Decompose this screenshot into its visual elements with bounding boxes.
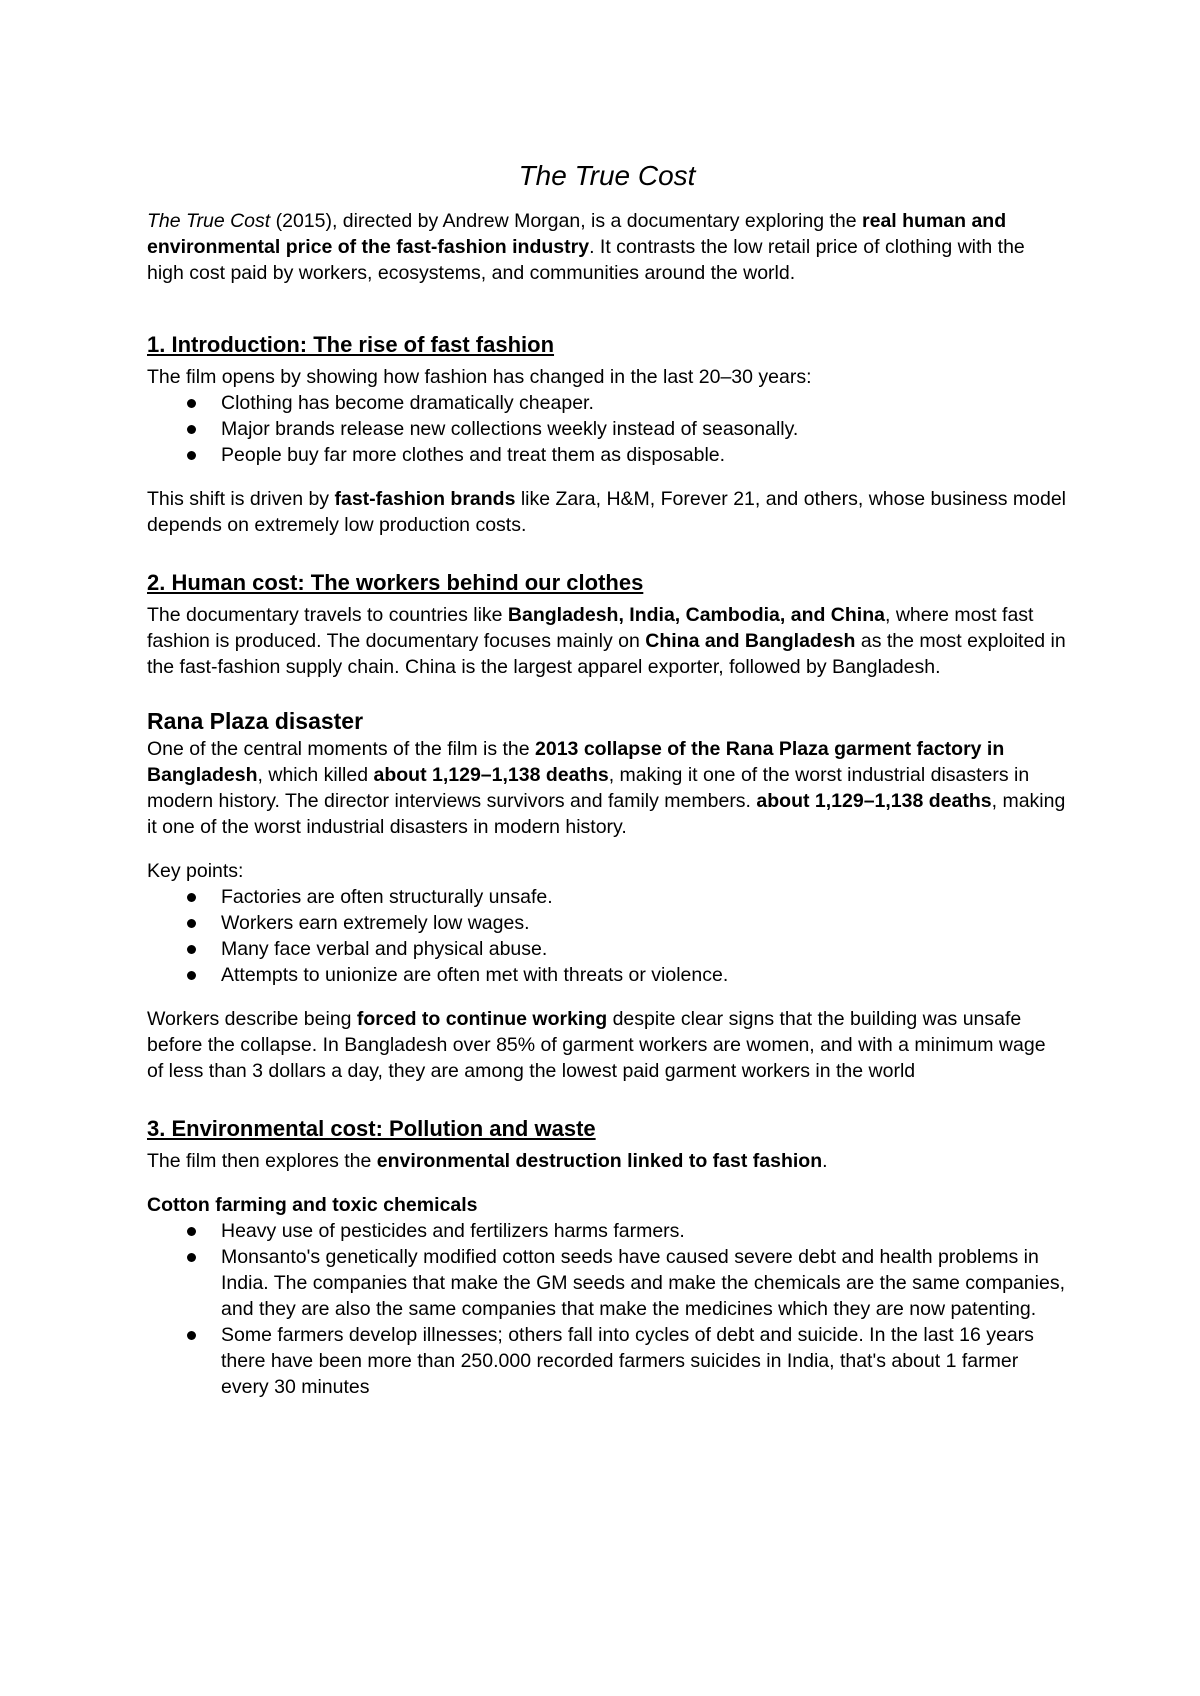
section3-paragraph: The film then explores the environmental destruction linked to fast fashion. (147, 1150, 828, 1172)
section-heading-environmental-cost: 3. Environmental cost: Pollution and waste (147, 1116, 596, 1141)
subheading-cotton-farming: Cotton farming and toxic chemicals (147, 1194, 478, 1216)
section-heading-human-cost: 2. Human cost: The workers behind our clothes (147, 570, 644, 595)
rana-plaza-paragraph: One of the central moments of the film is the 2013 collapse of the Rana Plaza garment factory in Bangladesh, which killed about 1,129–1,138 deaths, making it one of the worst industrial disasters in modern history. The director interviews survivors and family members. about 1,129–1,138 deaths, making it one of the worst industrial disasters in modern history. (147, 738, 1066, 838)
section1-bullet-list (147, 390, 1067, 468)
bullet-icon (187, 1331, 196, 1340)
list-item: Many face verbal and physical abuse. (221, 936, 1067, 962)
bullet-icon (187, 399, 196, 408)
bullet-icon (187, 1253, 196, 1262)
list-item: Clothing has become dramatically cheaper. (221, 390, 1067, 416)
bullet-icon (187, 425, 196, 434)
list-item: Factories are often structurally unsafe. (221, 884, 1067, 910)
section-heading-introduction: 1. Introduction: The rise of fast fashion (147, 332, 555, 357)
document-title: The True Cost (518, 160, 696, 191)
bullet-icon (187, 945, 196, 954)
intro-film-title: The True Cost (147, 210, 271, 232)
bullet-icon (187, 1227, 196, 1236)
section1-paragraph: This shift is driven by fast-fashion brands like Zara, H&M, Forever 21, and others, whose business model depends on extremely low production costs. (147, 488, 1067, 536)
document-page (147, 158, 1067, 1400)
intro-paragraph: The True Cost (2015), directed by Andrew Morgan, is a documentary exploring the real human and environmental price of the fast-fashion industry. It contrasts the low retail price of clothing with the high cost paid by workers, ecosystems, and communities around the world. (147, 210, 1025, 284)
section2-paragraph: The documentary travels to countries like Bangladesh, India, Cambodia, and China, where most fast fashion is produced. The documentary focuses mainly on China and Bangladesh as the most exploited in the fast-fashion supply chain. China is the largest apparel exporter, followed by Bangladesh. (147, 604, 1066, 678)
workers-paragraph: Workers describe being forced to continue working despite clear signs that the building was unsafe before the collapse. In Bangladesh over 85% of garment workers are women, and with a minimum wage of less than 3 dollars a day, they are among the lowest paid garment workers in the world (147, 1008, 1046, 1082)
cotton-bullet-list (147, 1218, 1067, 1400)
bullet-icon (187, 451, 196, 460)
bullet-icon (187, 893, 196, 902)
list-item: Workers earn extremely low wages. (221, 910, 1067, 936)
section1-lead: The film opens by showing how fashion has changed in the last 20–30 years: (147, 366, 812, 388)
list-item: Some farmers develop illnesses; others fall into cycles of debt and suicide. In the last 16 years there have been more than 250.000 recorded farmers suicides in India, that's about 1 farmer every 30 minutes (221, 1322, 1067, 1400)
list-item: Monsanto's genetically modified cotton seeds have caused severe debt and health problems in India. The companies that make the GM seeds and make the chemicals are the same companies, and they are also the same companies that make the medicines which they are now patenting. (221, 1244, 1067, 1322)
list-item: People buy far more clothes and treat them as disposable. (221, 442, 1067, 468)
list-item: Attempts to unionize are often met with threats or violence. (221, 962, 1067, 988)
bullet-icon (187, 971, 196, 980)
key-points-list (147, 884, 1067, 988)
bullet-icon (187, 919, 196, 928)
list-item: Heavy use of pesticides and fertilizers harms farmers. (221, 1218, 1067, 1244)
key-points-label: Key points: (147, 860, 244, 882)
list-item: Major brands release new collections weekly instead of seasonally. (221, 416, 1067, 442)
subheading-rana-plaza: Rana Plaza disaster (147, 708, 364, 734)
